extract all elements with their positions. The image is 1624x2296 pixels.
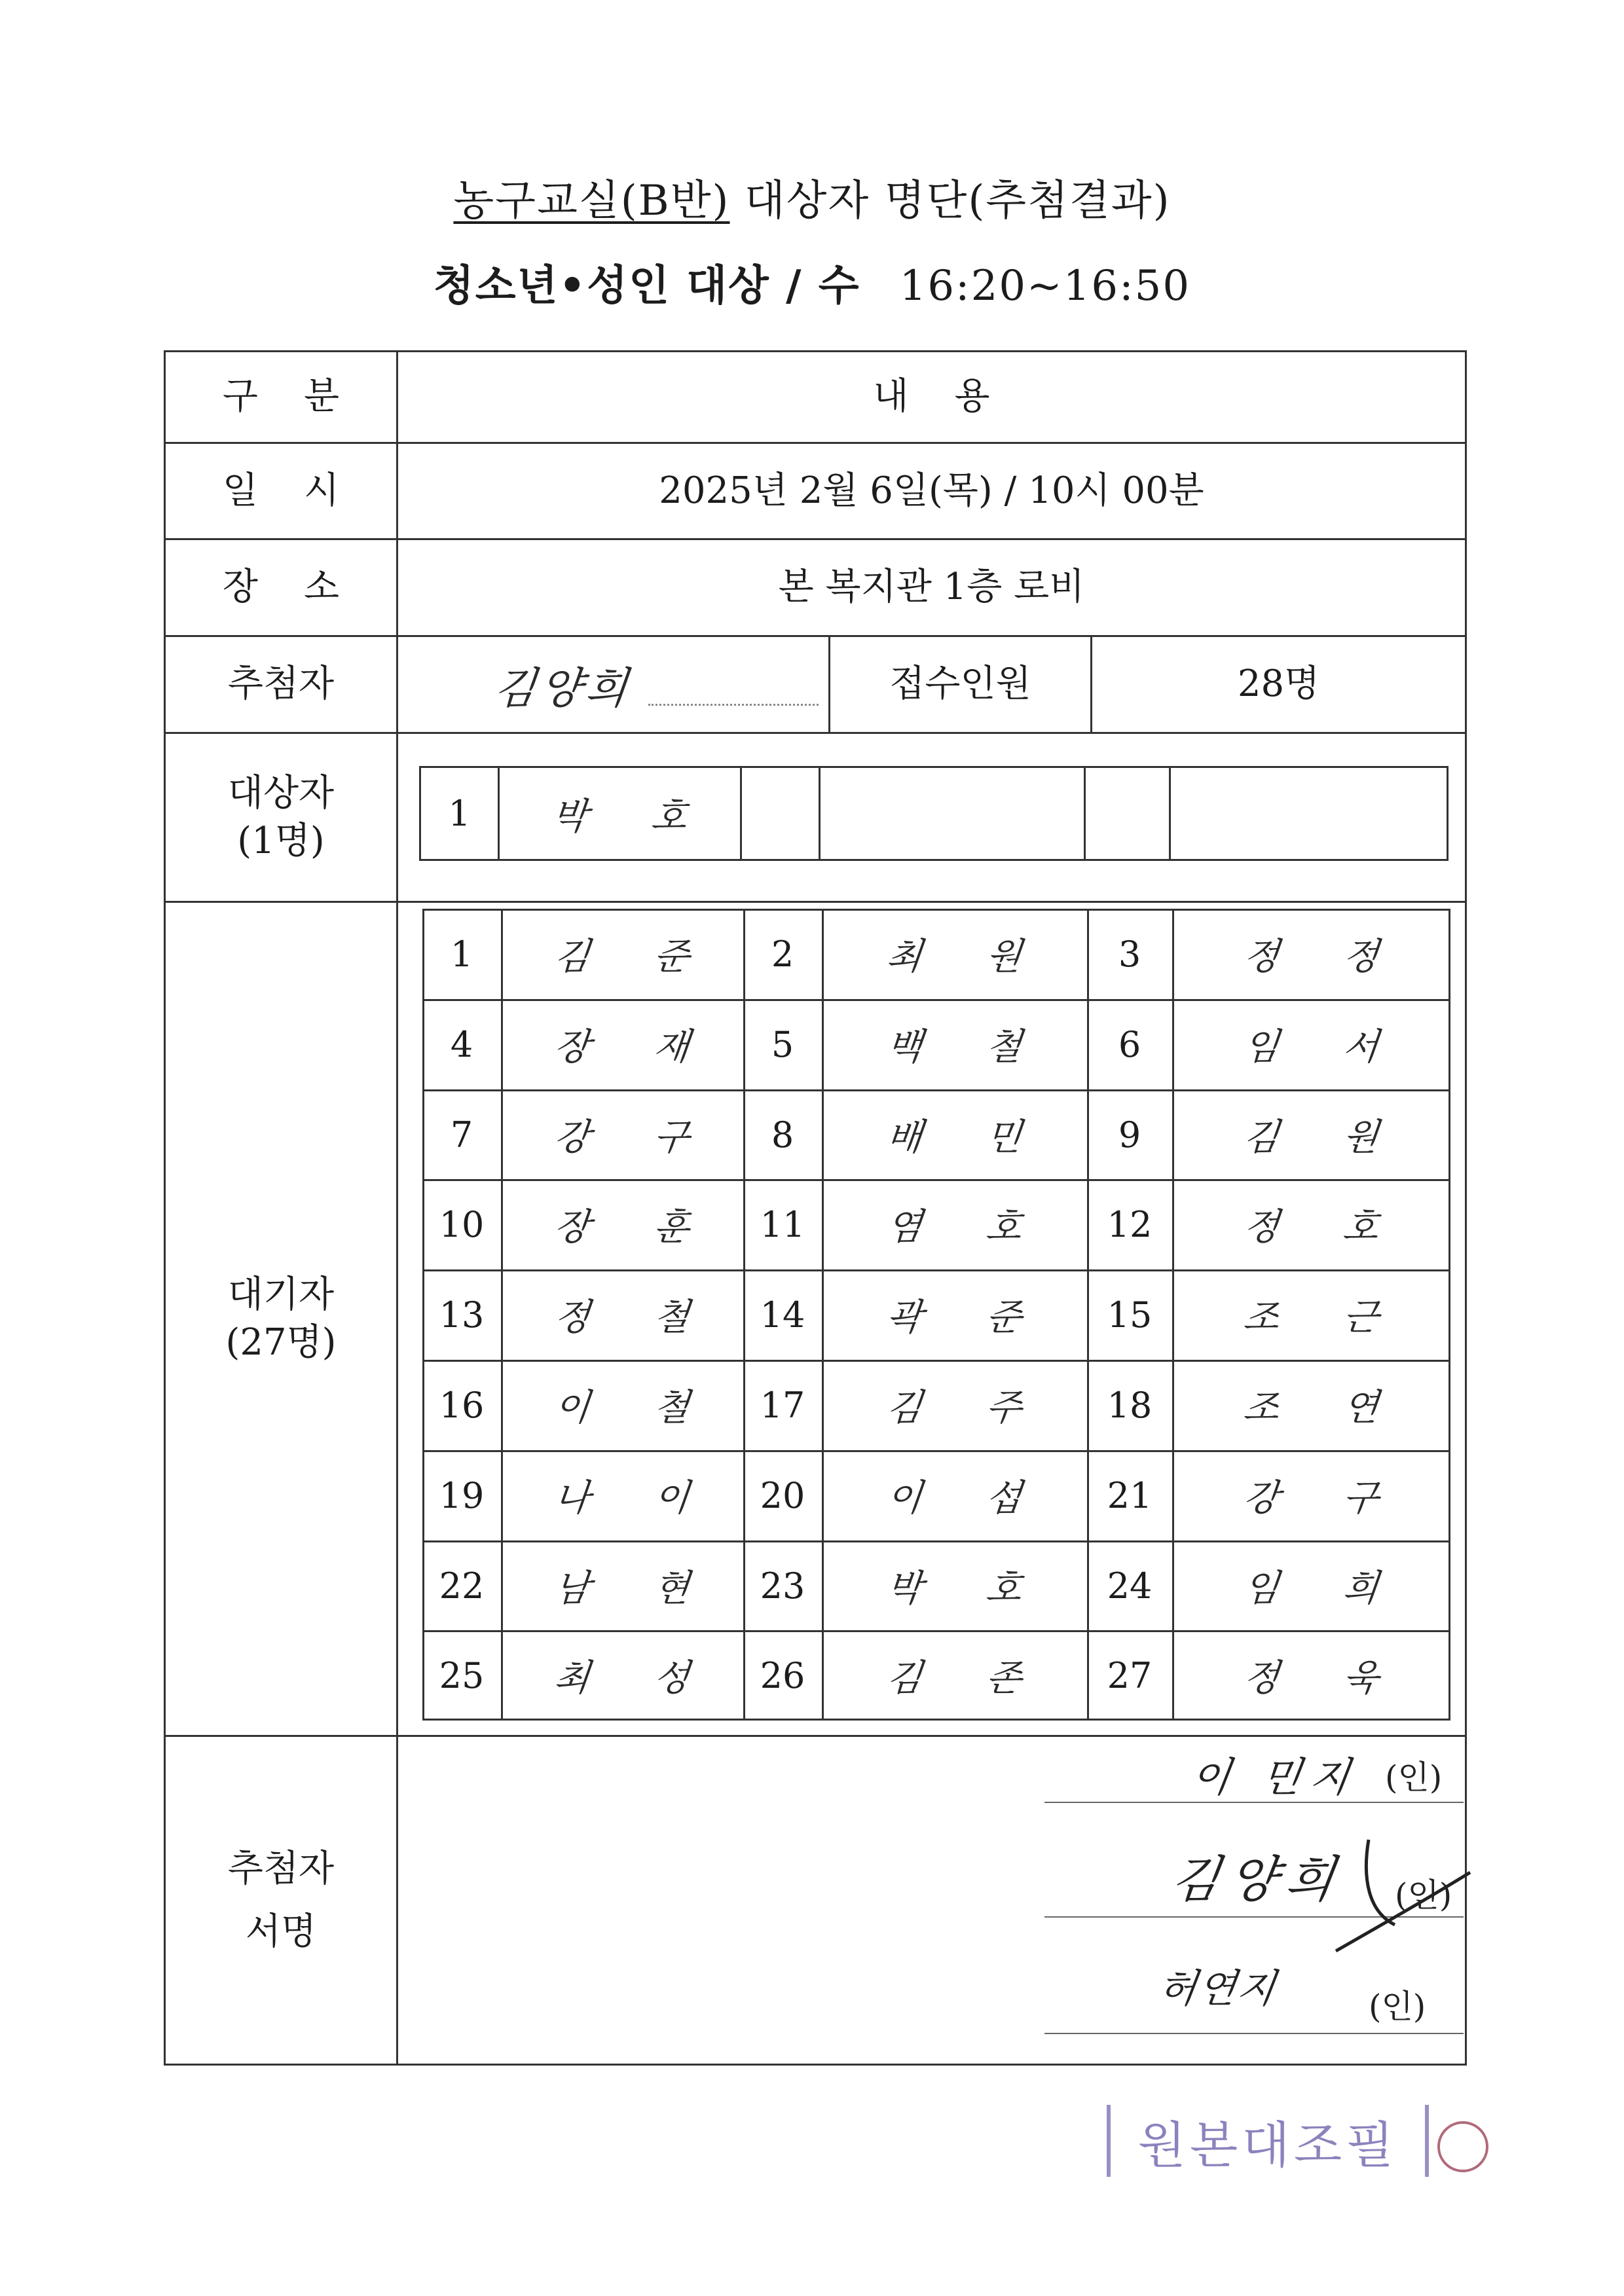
- selected-col-divider: [1169, 766, 1171, 861]
- waiting-number: 5: [771, 1023, 794, 1065]
- waiting-number: 15: [1107, 1294, 1153, 1336]
- waiting-number: 4: [450, 1023, 473, 1065]
- selected-col-divider: [819, 766, 821, 861]
- waiting-number: 19: [439, 1474, 485, 1516]
- waiting-number: 14: [760, 1294, 805, 1336]
- title-rest: 대상자 명단(추첨결과): [744, 177, 1171, 225]
- subtitle-time: 16:20~16:50: [899, 262, 1191, 310]
- header-category: 구분: [222, 375, 386, 418]
- signature-label: [166, 1737, 396, 2064]
- header-content: 내용: [873, 375, 1036, 418]
- waiting-name: 남 현: [552, 1567, 718, 1610]
- waiting-label-text: 대기자: [227, 1273, 335, 1316]
- table-bottom-border: [164, 2064, 1467, 2066]
- signature-seal-1: (인): [1385, 1758, 1443, 1796]
- waiting-count: (27명): [225, 1321, 337, 1364]
- waiting-name: 김 준: [552, 936, 718, 978]
- waiting-name: 강 구: [1241, 1477, 1407, 1520]
- date-label: 일시: [222, 469, 386, 512]
- received-value: 28명: [1237, 663, 1320, 706]
- waiting-number: 7: [450, 1114, 473, 1156]
- signature-name-1: 이 민지: [1188, 1753, 1362, 1801]
- waiting-name: 이 섭: [884, 1477, 1050, 1520]
- waiting-number: 12: [1107, 1203, 1153, 1245]
- waiting-name: 염 호: [884, 1206, 1050, 1248]
- drawer-dotted-line: [648, 704, 819, 706]
- place-value: 본 복지관 1층 로비: [778, 566, 1085, 609]
- waiting-number: 11: [760, 1203, 805, 1245]
- signature-seal-3: (인): [1369, 1988, 1426, 2026]
- original-verified-stamp: 원본대조필: [1107, 2105, 1429, 2177]
- date-value: 2025년 2월 6일(목) / 10시 00분: [659, 469, 1204, 512]
- waiting-name: 백 철: [884, 1026, 1050, 1068]
- signature-line: [1044, 2033, 1464, 2034]
- signature-label-line2: 서명: [245, 1910, 317, 1953]
- waiting-name: 조 연: [1241, 1387, 1407, 1429]
- title-class-name: 농구교실(B반): [453, 177, 730, 225]
- selected-name: 박 호: [549, 795, 716, 838]
- waiting-number: 13: [439, 1294, 485, 1336]
- waiting-name: 조 근: [1241, 1296, 1407, 1339]
- waiting-number: 21: [1107, 1474, 1153, 1516]
- waiting-number: 6: [1118, 1023, 1141, 1065]
- document-title: [0, 167, 1624, 227]
- place-label: 장소: [222, 566, 386, 609]
- waiting-name: 나 이: [552, 1477, 718, 1520]
- waiting-name: 곽 준: [884, 1296, 1050, 1339]
- waiting-name: 김 주: [884, 1387, 1050, 1429]
- waiting-name: 정 욱: [1241, 1657, 1407, 1700]
- waiting-name: 정 호: [1241, 1206, 1407, 1248]
- waiting-number: 8: [771, 1114, 794, 1156]
- waiting-name: 장 훈: [552, 1206, 718, 1248]
- waiting-name: 정 철: [552, 1296, 718, 1339]
- waiting-name: 정 정: [1241, 936, 1407, 978]
- waiting-name: 장 재: [552, 1026, 718, 1068]
- waiting-number: 10: [439, 1203, 485, 1245]
- waiting-number: 20: [760, 1474, 805, 1516]
- selected-label: [166, 734, 396, 901]
- selected-count: (1명): [237, 819, 325, 862]
- document-subtitle: [0, 252, 1624, 312]
- waiting-number: 1: [450, 933, 473, 975]
- waiting-number: 18: [1107, 1384, 1153, 1426]
- selected-col-divider: [1084, 766, 1086, 861]
- waiting-name: 임 희: [1241, 1567, 1407, 1610]
- waiting-name: 박 호: [884, 1567, 1050, 1610]
- waiting-number: 24: [1107, 1565, 1153, 1607]
- waiting-name: 배 민: [884, 1116, 1050, 1159]
- waiting-number: 27: [1107, 1654, 1153, 1696]
- waiting-number: 9: [1118, 1114, 1141, 1156]
- waiting-number: 26: [760, 1654, 805, 1696]
- waiting-name: 김 원: [1241, 1116, 1407, 1159]
- signature-label-line1: 추첨자: [227, 1848, 335, 1891]
- waiting-number: 3: [1118, 933, 1141, 975]
- waiting-number: 17: [760, 1384, 805, 1426]
- drawer-label: 추첨자: [227, 663, 335, 706]
- signature-name-3: 허연지: [1155, 1966, 1280, 2012]
- waiting-name: 김 존: [884, 1657, 1050, 1700]
- table-right-border: [1465, 350, 1467, 2066]
- waiting-number: 23: [760, 1565, 805, 1607]
- waiting-label: [166, 903, 396, 1735]
- selected-label-text: 대상자: [227, 771, 335, 814]
- waiting-number: 2: [771, 933, 794, 975]
- signature-name-2: 김양희: [1167, 1850, 1348, 1908]
- waiting-name: 강 구: [552, 1116, 718, 1159]
- waiting-number: 16: [439, 1384, 485, 1426]
- selected-number: 1: [448, 793, 471, 834]
- signature-seal-2: (인): [1395, 1876, 1452, 1914]
- waiting-name: 임 서: [1241, 1026, 1407, 1068]
- waiting-name: 최 성: [552, 1657, 718, 1700]
- signature-stroke-icon: [1323, 1827, 1473, 1958]
- round-seal-icon: [1437, 2121, 1488, 2172]
- waiting-name: 최 원: [884, 936, 1050, 978]
- drawer-handwritten-name: 김양희: [491, 663, 635, 714]
- waiting-name: 이 철: [552, 1387, 718, 1429]
- waiting-number: 25: [439, 1654, 485, 1696]
- received-label: 접수인원: [889, 663, 1031, 706]
- subtitle-target: 청소년•성인 대상 / 수: [433, 262, 860, 310]
- waiting-number: 22: [439, 1565, 485, 1607]
